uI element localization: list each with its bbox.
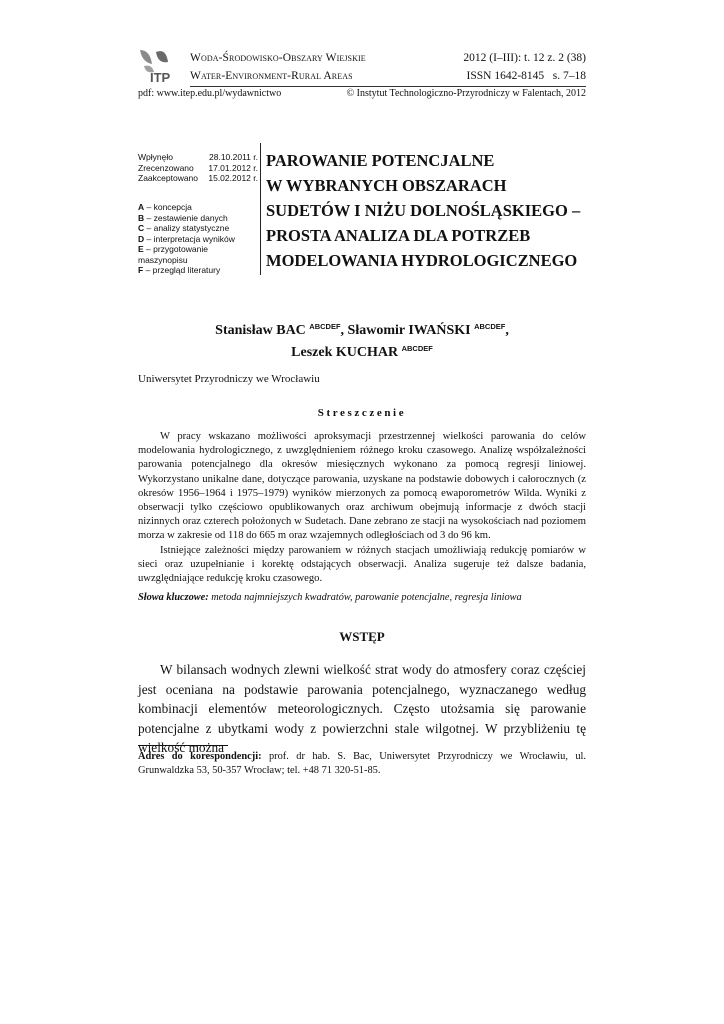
title-divider xyxy=(260,143,261,275)
copyright: © Instytut Technologiczno-Przyrodniczy w Falentach, 2012 xyxy=(346,88,586,99)
journal-title-pl: Woda-Środowisko-Obszary Wiejskie xyxy=(190,52,366,64)
body-paragraph: W bilansach wodnych zlewni wielkość strat wody do atmosfery coraz częściej jest oceniana na podstawie parowania potencjalnego, wyznaczanego według kombinacji elementów meteorologicznych. Często utożsamia się parowanie potencjalne z ubytkami wody z powierzchni stale wilgotnej. W przybliżeniu tę wielkość można xyxy=(138,662,586,756)
contribution-legend xyxy=(138,202,258,276)
date-row: Zrecenzowano 17.01.2012 r. xyxy=(138,162,258,173)
footnote-text: prof. dr hab. S. Bac, Uniwersytet Przyrodniczy we Wrocławiu, ul. Grunwaldzka 53, 50-357 Wrocław; tel. +48 71 320-51-85. xyxy=(138,751,586,776)
role-item: E – przygotowanie maszynopisu xyxy=(138,244,208,265)
author-roles: ABCDEF xyxy=(309,322,341,331)
section-heading: WSTĘP xyxy=(339,629,385,644)
paper-title: PAROWANIE POTENCJALNE W WYBRANYCH OBSZARACH SUDETÓW I NIŻU DOLNOŚLĄSKIEGO – PROSTA ANALIZA DLA POTRZEB MODELOWANIA HYDROLOGICZNEGO xyxy=(266,151,581,270)
author-roles: ABCDEF xyxy=(474,322,506,331)
role-item: A – koncepcja xyxy=(138,202,192,212)
issn-pages: ISSN 1642-8145 s. 7–18 xyxy=(466,70,586,82)
author-name: Stanisław BAC xyxy=(215,323,306,338)
author-name: Sławomir IWAŃSKI xyxy=(347,323,471,338)
author-name: Leszek KUCHAR xyxy=(291,345,399,360)
submission-dates xyxy=(138,152,258,184)
abstract-paragraph: W pracy wskazano możliwości aproksymacji przestrzennej wielkości parowania do celów modelowania hydrologicznego, z uwzględnieniem różnego kroku czasowego. Analizę współzależności parowania potencjalnego dla okresów miesięcznych wykonano za pomocą regresji liniowej. Wykorzystano unikalne dane, dotyczące parowania, uzyskane na podstawie dobowych i całorocznych (z okresów 1956–1964 i 1975–1979) wyników mierzonych za pomocą ewaporometrów Wilda. Wyniki z obserwacji tylko częściowo opublikowanych oraz archiwum obejmują informacje z dwóch stacji nizinnych oraz czterech położonych w Sudetach. Dane zebrano ze stacji na wysokościach nad poziomem morza w zakresie od 118 do 665 m oraz wzajemnych odległościach od 3 do 96 km. xyxy=(138,431,586,542)
role-item: F – przegląd literatury xyxy=(138,265,221,275)
logo-leaf-icon xyxy=(140,50,152,64)
pdf-link[interactable]: pdf: www.itep.edu.pl/wydawnictwo xyxy=(138,88,282,99)
role-item: D – interpretacja wyników xyxy=(138,233,235,244)
footnote-label: Adres do korespondencji: xyxy=(138,751,262,762)
date-row: Zaakceptowano 15.02.2012 r. xyxy=(138,173,258,183)
intro-body xyxy=(138,660,586,758)
correspondence-footnote xyxy=(138,750,586,778)
role-item: B – zestawienie danych xyxy=(138,212,228,223)
itp-logo xyxy=(138,48,182,84)
keywords-label: Słowa kluczowe: xyxy=(138,592,209,603)
header-rule xyxy=(190,86,586,87)
abstract-heading: Streszczenie xyxy=(317,407,407,419)
logo-leaf-icon xyxy=(156,51,168,62)
role-item: C – analizy statystyczne xyxy=(138,223,230,233)
date-row: Wpłynęło 28.10.2011 r. xyxy=(138,152,258,162)
abstract-paragraph: Istniejące zależności między parowaniem w różnych stacjach umożliwiają redukcję pomiarów w sieci oraz uzupełnianie i korektę odstających obserwacji. Analiza sugeruje też dalsze badania, uwzględniające redukcję kroku czasowego. xyxy=(138,544,586,585)
keywords-text: metoda najmniejszych kwadratów, parowanie potencjalne, regresja liniowa xyxy=(208,592,522,603)
issue-info: 2012 (I–III): t. 12 z. 2 (38) xyxy=(463,52,586,64)
authors: Stanisław BAC $^{ABCDEF}$, Sławomir IWAŃSKI $^{ABCDEF}$, Leszek KUCHAR $^{ABCDEF}$ xyxy=(215,322,509,360)
author-roles: ABCDEF xyxy=(401,344,433,353)
keywords xyxy=(138,592,586,603)
footnote-rule xyxy=(138,745,228,746)
journal-title-en: Water-Environment-Rural Areas xyxy=(190,70,353,82)
affiliation: Uniwersytet Przyrodniczy we Wrocławiu xyxy=(138,373,320,385)
abstract-body xyxy=(138,430,586,586)
logo-text: ITP xyxy=(150,70,171,84)
